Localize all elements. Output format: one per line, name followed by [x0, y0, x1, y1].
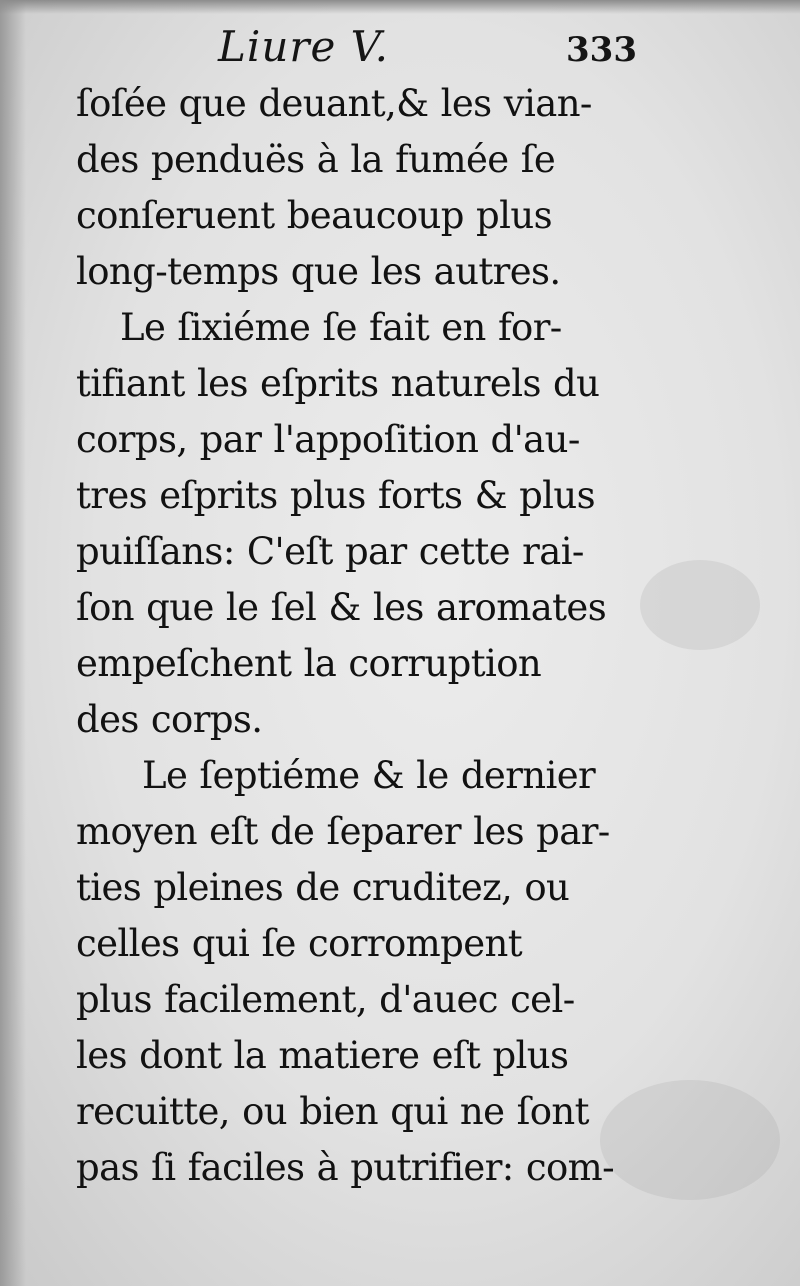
running-head: Liure V.	[218, 22, 389, 71]
page-number: 333	[566, 30, 637, 70]
text-line: puiſſans: C'eſt par cette rai-	[76, 530, 584, 573]
text-line: moyen eſt de ſeparer les par-	[76, 810, 610, 853]
paper-stain	[640, 560, 760, 650]
paragraph-start-line: Le ſeptiéme & le dernier	[142, 754, 596, 797]
text-line: tifiant les eſprits naturels du	[76, 362, 600, 405]
text-line: des penduës à la fumée ſe	[76, 138, 556, 181]
page-shadow-top	[0, 0, 800, 14]
page-shadow-left	[0, 0, 26, 1286]
text-line: pas ſi faciles à putrifier: com-	[76, 1146, 615, 1189]
page-header	[0, 18, 800, 78]
text-line: celles qui ſe corrompent	[76, 922, 523, 965]
paper-stain	[600, 1080, 780, 1200]
text-line: ties pleines de cruditez, ou	[76, 866, 570, 909]
text-line: les dont la matiere eſt plus	[76, 1034, 569, 1077]
text-line: tres eſprits plus forts & plus	[76, 474, 596, 517]
text-line: recuitte, ou bien qui ne ſont	[76, 1090, 589, 1133]
text-line: plus facilement, d'auec cel-	[76, 978, 575, 1021]
body-text	[76, 76, 626, 1196]
paragraph-start-line: Le ſixiéme ſe fait en for-	[120, 306, 562, 349]
text-line: corps, par l'appoſition d'au-	[76, 418, 580, 461]
text-line: ſon que le ſel & les aromates	[76, 586, 607, 629]
text-line: long-temps que les autres.	[76, 250, 561, 293]
text-line: des corps.	[76, 698, 263, 741]
text-line: ſoſée que deuant,& les vian-	[76, 82, 592, 125]
text-line: empeſchent la corruption	[76, 642, 542, 685]
text-line: conſeruent beaucoup plus	[76, 194, 552, 237]
